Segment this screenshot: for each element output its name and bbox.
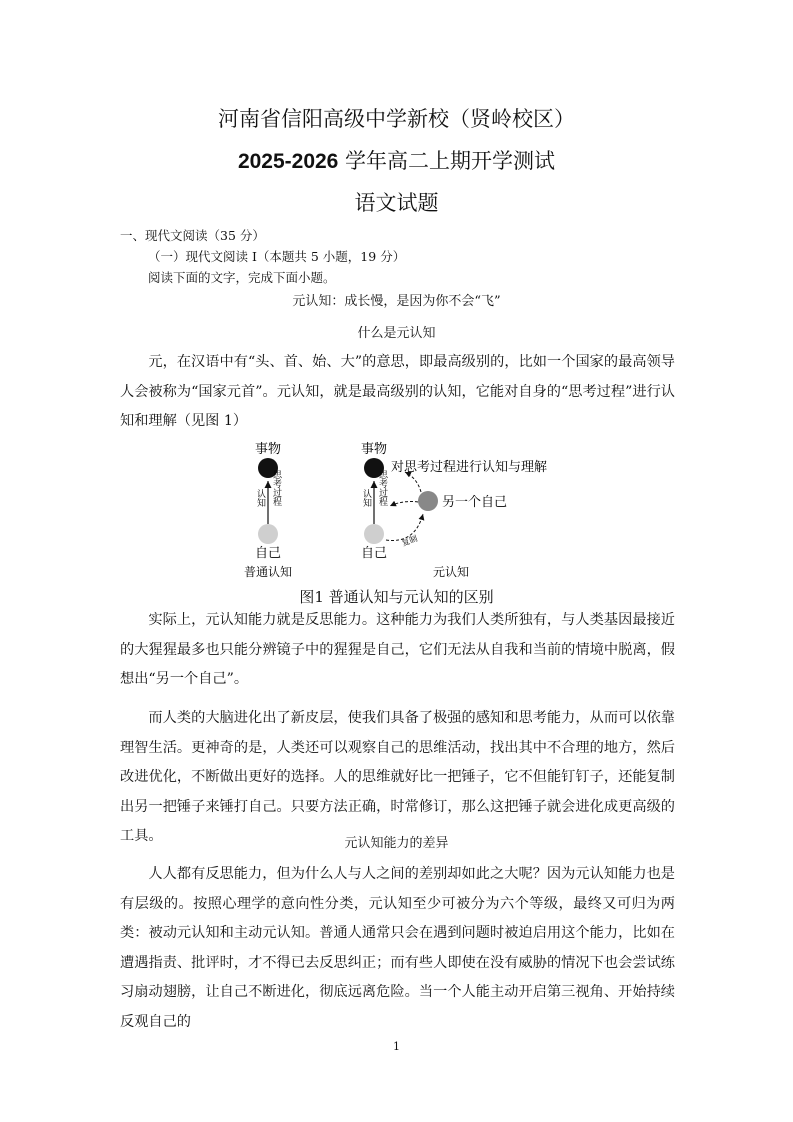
right-caption: 元认知 [432,565,470,579]
right-thinking-label: 思考过程 [377,470,387,506]
part-one-heading: 一、现代文阅读（35 分） [120,228,265,243]
reading-instruction: 阅读下面的文字，完成下面小题。 [148,270,336,285]
subject-title: 语文试题 [354,191,439,215]
copy-dashed-arrow [386,514,423,540]
right-object-label: 事物 [360,442,388,457]
right-self-label: 自己 [360,546,388,561]
meta-cognition-label: 对思考过程进行认知与理解 [391,460,548,475]
right-cognition-label: 认知 [361,489,371,507]
exam-title [0,145,793,175]
article-paragraph-4: 人人都有反思能力，但为什么人与人之间的差别却如此之大呢？因为元认知能力也是有层级的。按照心理学的意向性分类，元认知至少可被分为六个等级，最终又可归为两类：被动元认知和主动元认知。普通人通常只会在遇到问题时被迫启用这个能力，比如在遭遇指责、批评时，才不得已去反思纠正；而有些人即使在没有威胁的情况下也会尝试练习扇动翅膀，让自己不断进化，彻底远离危险。当一个人能主动开启第三视角、开始持续反观自己的 [120,866,675,1030]
article-paragraph-3: 而人类的大脑进化出了新皮层，使我们具备了极强的感知和思考能力，从而可以依靠理智生活。更神奇的是，人类还可以观察自己的思维活动，找出其中不合理的地方，然后改进优化，不断做出更好的选择。人的思维就好比一把锤子，它不但能钉钉子，还能复制出另一把锤子来锤打自己。只要方法正确，时常修订，那么这把锤子就会进化成更高级的工具。 [120,710,675,844]
meta-dashed-arrow-up [405,472,421,492]
article-paragraph-2: 实际上，元认知能力就是反思能力。这种能力为我们人类所独有，与人类基因最接近的大猩猩最多也只能分辨镜子中的猩猩是自己，它们无法从自我和当前的情境中脱离，假想出“另一个自己”。 [120,612,675,687]
left-self-label: 自己 [254,546,282,561]
page-number: 1 [393,1040,400,1053]
school-year: 2025-2026 [237,150,339,173]
article-heading-2: 元认知能力的差异 [344,836,449,851]
other-self-label: 另一个自己 [442,495,508,510]
copy-label: 复制 [400,533,419,548]
article-title: 元认知：成长慢，是因为你不会“飞” [292,294,501,309]
school-title: 河南省信阳高级中学新校（贤岭校区） [218,107,575,131]
right-self-dot [364,524,384,544]
left-self-dot [258,524,278,544]
figure-cognition-diagram [225,436,570,582]
left-caption: 普通认知 [243,565,293,579]
meta-dashed-arrow-left [390,502,418,507]
figure-caption: 图1 普通认知与元认知的区别 [299,588,494,606]
left-cognition-label: 认知 [255,489,265,507]
article-heading-1: 什么是元认知 [357,326,436,341]
other-self-dot [418,491,438,511]
exam-name: 学年高二上期开学测试 [338,149,556,173]
left-object-label: 事物 [254,442,282,457]
sub-section-heading: （一）现代文阅读 I（本题共 5 小题，19 分） [148,249,406,264]
left-thinking-label: 思考过程 [271,470,281,506]
article-paragraph-1: 元，在汉语中有“头、首、始、大”的意思，即最高级别的，比如一个国家的最高领导人会被称为“国家元首”。元认知，就是最高级别的认知，它能对自身的“思考过程”进行认知和理解（见图 1） [120,354,675,429]
